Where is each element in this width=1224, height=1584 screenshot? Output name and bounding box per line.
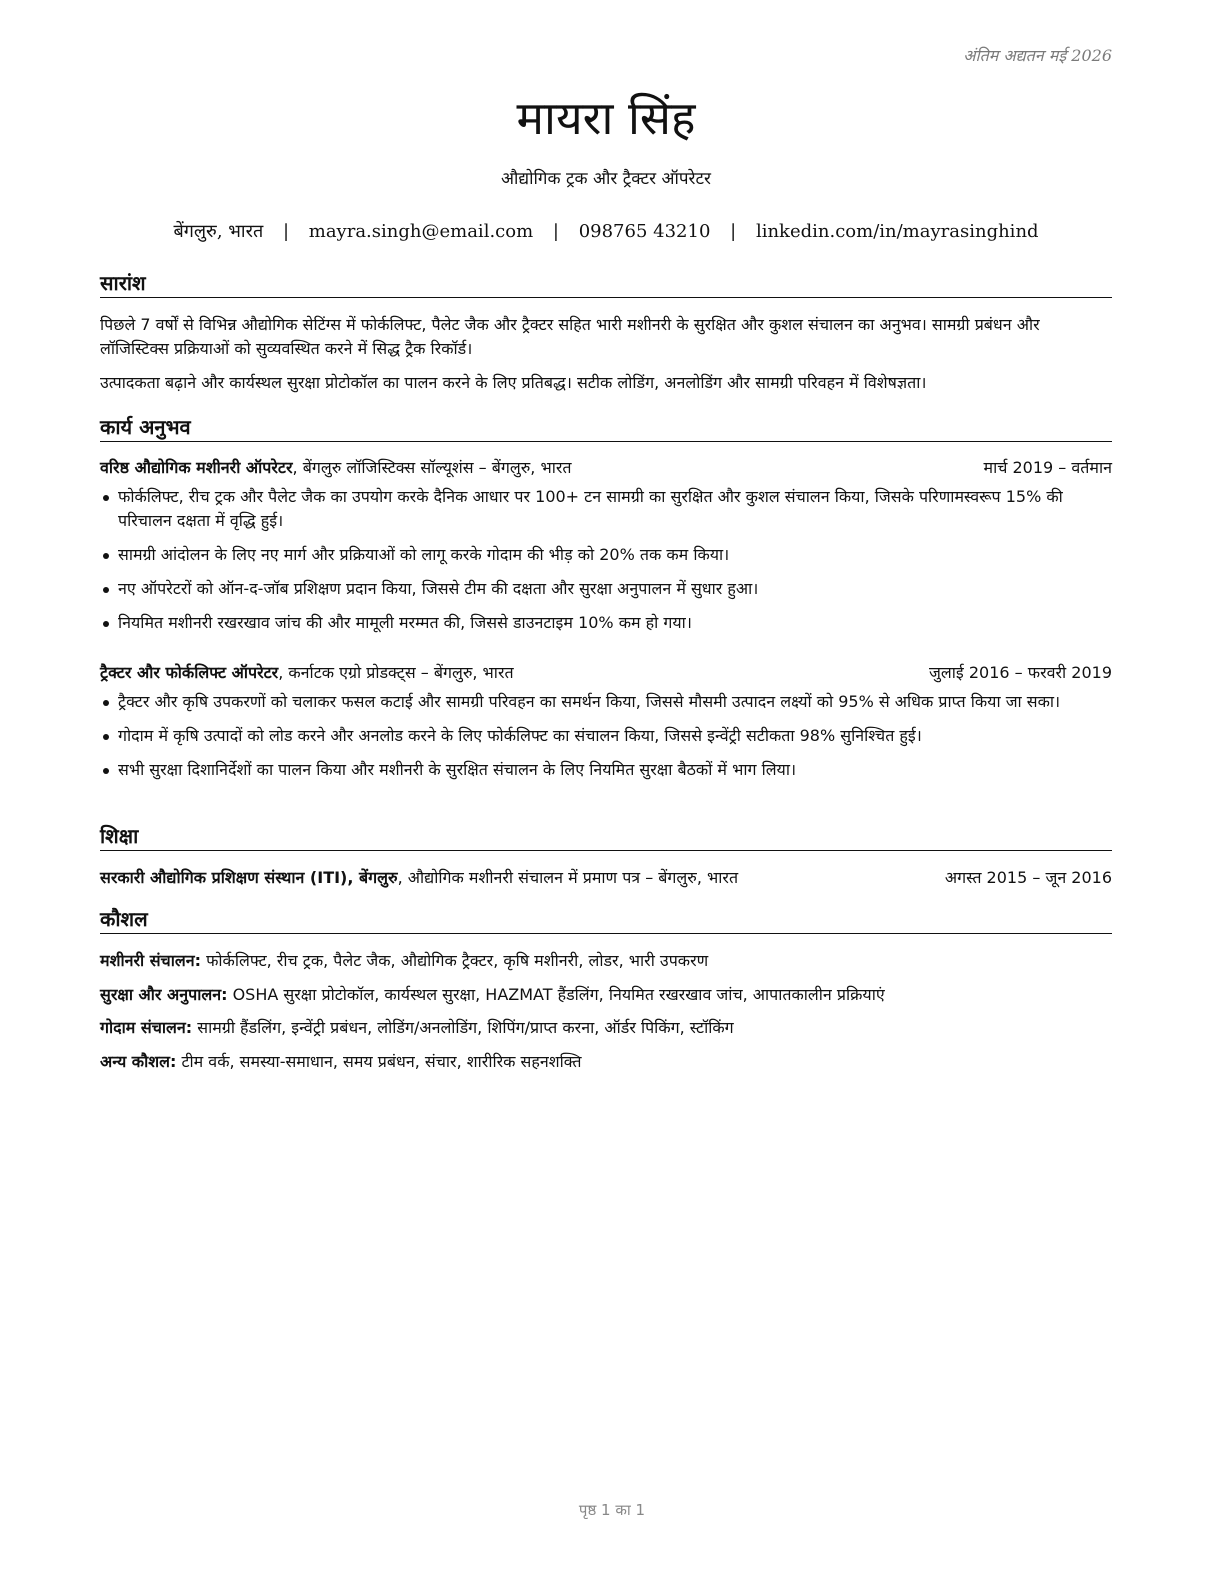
education-dates: अगस्त 2015 – जून 2016 bbox=[944, 868, 1112, 887]
bullet-icon bbox=[103, 553, 109, 559]
separator: | bbox=[552, 221, 559, 242]
education-entry bbox=[100, 865, 1112, 891]
resume-page bbox=[100, 0, 1112, 1584]
list-item bbox=[100, 543, 1112, 567]
list-item bbox=[100, 690, 1112, 714]
job-bullets bbox=[100, 485, 1112, 645]
job-dates: मार्च 2019 – वर्तमान bbox=[983, 458, 1112, 477]
job-header bbox=[100, 455, 1112, 481]
bullet-icon bbox=[103, 587, 109, 593]
contact-line bbox=[100, 218, 1112, 246]
bullet-icon bbox=[103, 621, 109, 627]
email-link[interactable]: mayra.singh@email.com bbox=[308, 221, 534, 242]
skill-value: फोर्कलिफ्ट, रीच ट्रक, पैलेट जैक, औद्योगिक ट्रैक्टर, कृषि मशीनरी, लोडर, भारी उपकरण bbox=[200, 951, 709, 970]
separator: | bbox=[282, 221, 290, 242]
bullet-text: नियमित मशीनरी रखरखाव जांच की और मामूली मरम्मत की, जिससे डाउनटाइम 10% कम हो गया। bbox=[118, 613, 692, 632]
skill-label: मशीनरी संचालन: bbox=[100, 951, 201, 970]
education-detail: , औद्योगिक मशीनरी संचालन में प्रमाण पत्र – बेंगलुरु, भारत bbox=[397, 868, 739, 887]
skill-row bbox=[100, 1049, 1112, 1075]
job-header bbox=[100, 660, 1112, 686]
bullet-text: गोदाम में कृषि उत्पादों को लोड करने और अनलोड करने के लिए फोर्कलिफ्ट का संचालन किया, जिससे इन्वेंट्री सटीकता 98% सुनिश्चित हुई। bbox=[118, 726, 922, 745]
job-org: , कर्नाटक एग्रो प्रोडक्ट्स – बेंगलुरु, भारत bbox=[278, 663, 514, 682]
skill-value: OSHA सुरक्षा प्रोटोकॉल, कार्यस्थल सुरक्षा, HAZMAT हैंडलिंग, नियमित रखरखाव जांच, आपातकालीन प्रक्रियाएं bbox=[227, 985, 885, 1004]
bullet-text: नए ऑपरेटरों को ऑन-द-जॉब प्रशिक्षण प्रदान किया, जिससे टीम की दक्षता और सुरक्षा अनुपालन में सुधार हुआ। bbox=[118, 579, 759, 598]
bullet-text: ट्रैक्टर और कृषि उपकरणों को चलाकर फसल कटाई और सामग्री परिवहन का समर्थन किया, जिससे मौसमी उत्पादन लक्ष्यों को 95% से अधिक प्राप्त किया जा सका। bbox=[118, 692, 1061, 711]
list-item bbox=[100, 577, 1112, 601]
bullet-icon bbox=[103, 700, 109, 706]
job-org: , बेंगलुरु लॉजिस्टिक्स सॉल्यूशंस – बेंगलुरु, भारत bbox=[292, 458, 572, 477]
job-bullets bbox=[100, 690, 1112, 792]
experience-heading: कार्य अनुभव bbox=[100, 414, 1112, 442]
job-role: ट्रैक्टर और फोर्कलिफ्ट ऑपरेटर bbox=[100, 663, 279, 682]
list-item bbox=[100, 758, 1112, 782]
list-item bbox=[100, 485, 1112, 533]
job-title: औद्योगिक ट्रक और ट्रैक्टर ऑपरेटर bbox=[501, 169, 711, 189]
education-heading: शिक्षा bbox=[100, 823, 1112, 851]
skill-label: अन्य कौशल: bbox=[100, 1052, 177, 1071]
last-updated: अंतिम अद्यतन मई 2026 bbox=[963, 46, 1112, 65]
skill-label: सुरक्षा और अनुपालन: bbox=[100, 985, 228, 1004]
linkedin-link[interactable]: linkedin.com/in/mayrasinghind bbox=[755, 221, 1039, 242]
page-number: पृष्ठ 1 का 1 bbox=[578, 1501, 646, 1519]
job-dates: जुलाई 2016 – फरवरी 2019 bbox=[929, 663, 1112, 682]
skill-label: गोदाम संचालन: bbox=[100, 1018, 193, 1037]
candidate-name: मायरा सिंह bbox=[516, 91, 696, 145]
skill-value: टीम वर्क, समस्या-समाधान, समय प्रबंधन, संचार, शारीरिक सहनशक्ति bbox=[176, 1052, 582, 1071]
skill-row bbox=[100, 982, 1112, 1008]
skill-row bbox=[100, 948, 1112, 974]
phone: 098765 43210 bbox=[578, 221, 711, 242]
skills-heading: कौशल bbox=[100, 906, 1112, 934]
skill-row bbox=[100, 1015, 1112, 1041]
skill-value: सामग्री हैंडलिंग, इन्वेंट्री प्रबंधन, लोडिंग/अनलोडिंग, शिपिंग/प्राप्त करना, ऑर्डर पिकिंग, स्टॉकिंग bbox=[192, 1018, 734, 1037]
bullet-text: सामग्री आंदोलन के लिए नए मार्ग और प्रक्रियाओं को लागू करके गोदाम की भीड़ को 20% तक कम किया। bbox=[118, 545, 730, 564]
location: बेंगलुरु, भारत bbox=[173, 221, 264, 242]
bullet-icon bbox=[103, 495, 109, 501]
bullet-icon bbox=[103, 768, 109, 774]
list-item bbox=[100, 611, 1112, 635]
summary-heading: सारांश bbox=[100, 270, 1112, 298]
bullet-text: सभी सुरक्षा दिशानिर्देशों का पालन किया और मशीनरी के सुरक्षित संचालन के लिए नियमित सुरक्षा बैठकों में भाग लिया। bbox=[118, 760, 797, 779]
separator: | bbox=[730, 221, 737, 242]
bullet-icon bbox=[103, 734, 109, 740]
summary-paragraph: उत्पादकता बढ़ाने और कार्यस्थल सुरक्षा प्रोटोकॉल का पालन करने के लिए प्रतिबद्ध। सटीक लोडिंग, अनलोडिंग और सामग्री परिवहन में विशेषज्ञता। bbox=[100, 373, 927, 392]
summary-paragraph: पिछले 7 वर्षों से विभिन्न औद्योगिक सेटिंग्स में फोर्कलिफ्ट, पैलेट जैक और ट्रैक्टर सहित भारी मशीनरी के सुरक्षित और कुशल संचालन का अनुभव। सामग्री प्रबंधन और लॉजिस्टिक्स प्रक्रियाओं को सुव्यवस्थित करने में सिद्ध ट्रैक रिकॉर्ड। bbox=[100, 315, 1040, 358]
list-item bbox=[100, 724, 1112, 748]
job-role: वरिष्ठ औद्योगिक मशीनरी ऑपरेटर bbox=[100, 458, 293, 477]
institution: सरकारी औद्योगिक प्रशिक्षण संस्थान (ITI), बेंगलुरु bbox=[100, 868, 398, 887]
bullet-text: फोर्कलिफ्ट, रीच ट्रक और पैलेट जैक का उपयोग करके दैनिक आधार पर 100+ टन सामग्री का सुरक्षित और कुशल संचालन किया, जिसके परिणामस्वरूप 15% की परिचालन दक्षता में वृद्धि हुई। bbox=[118, 487, 1063, 530]
